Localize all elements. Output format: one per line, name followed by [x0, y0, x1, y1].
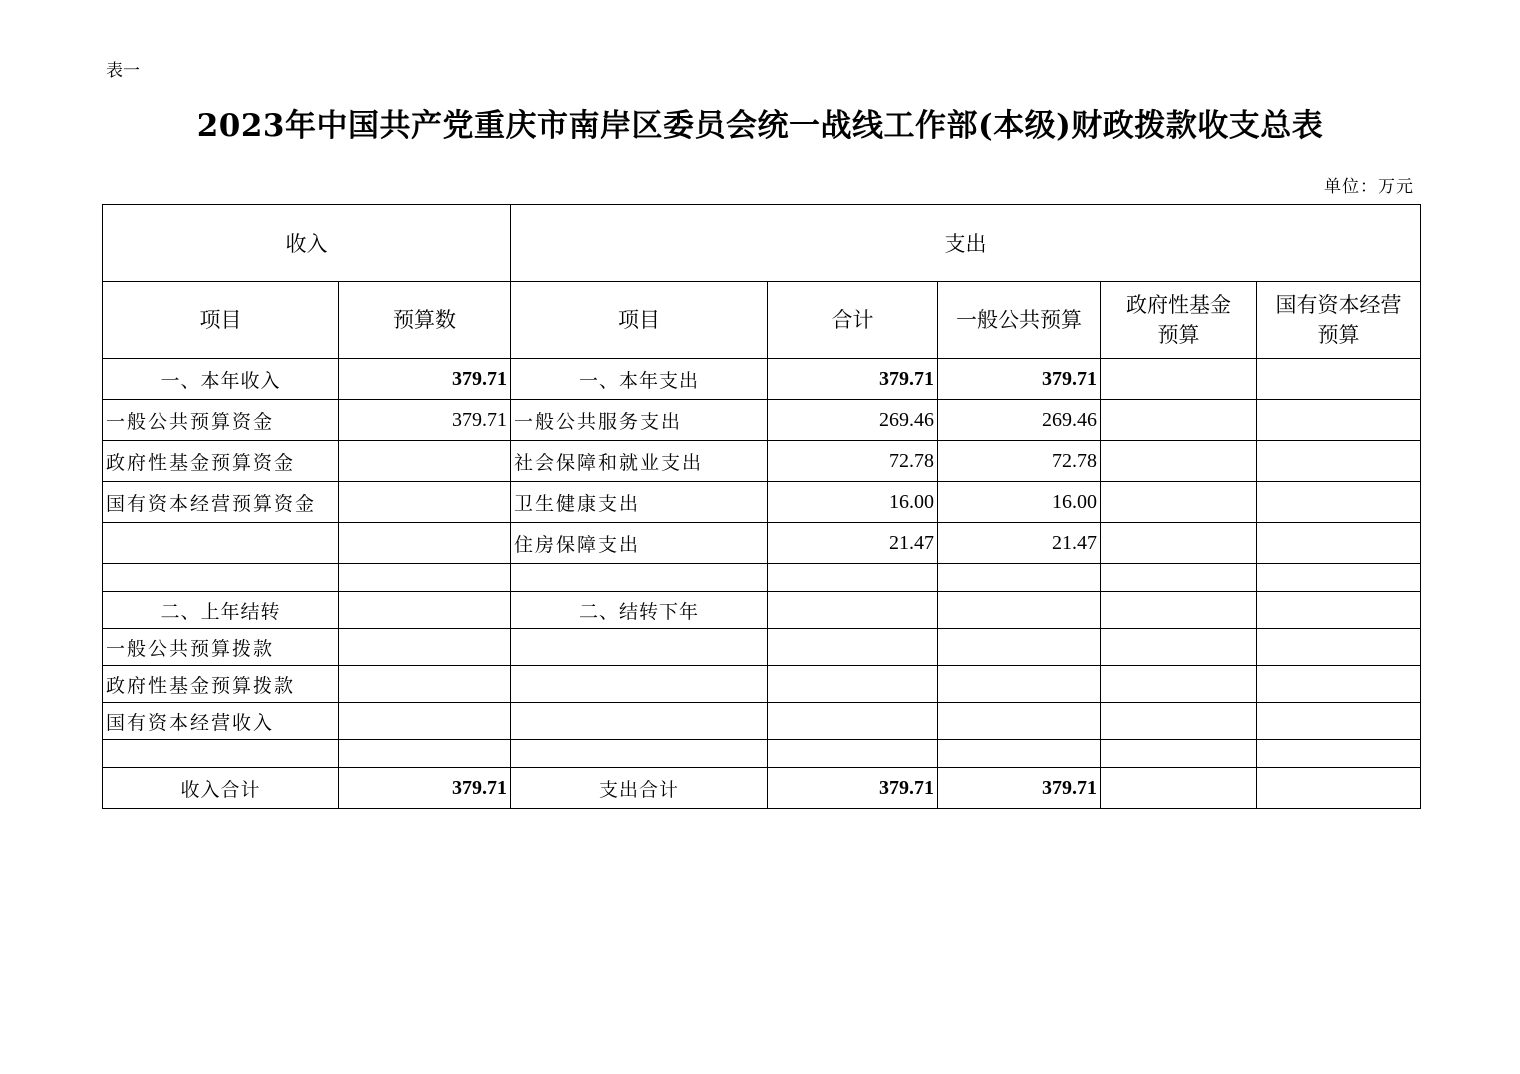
- empty-cell: [768, 666, 938, 703]
- general-public-cell: 269.46: [938, 400, 1101, 441]
- income-amount-cell: [339, 523, 511, 564]
- gov-fund-header-line1: 政府性基金: [1126, 293, 1231, 317]
- state-capital-cell: [1257, 441, 1421, 482]
- table-row: [103, 523, 1421, 564]
- empty-cell: [103, 564, 339, 592]
- empty-cell: [1257, 666, 1421, 703]
- state-capital-cell: [1257, 482, 1421, 523]
- gov-fund-cell: [1101, 523, 1257, 564]
- empty-cell: [511, 703, 768, 740]
- empty-cell: [1257, 564, 1421, 592]
- income-amount-cell: [339, 441, 511, 482]
- empty-cell: [339, 703, 511, 740]
- empty-cell: [1101, 629, 1257, 666]
- income-item-cell: 一般公共预算拨款: [103, 629, 339, 666]
- header-row-2: [103, 282, 1421, 359]
- sheet-label: 表一: [106, 61, 140, 81]
- state-capital-header-line2: 预算: [1317, 323, 1360, 347]
- income-item-cell: [103, 523, 339, 564]
- empty-cell: [339, 564, 511, 592]
- empty-cell: [1101, 703, 1257, 740]
- expense-item-cell: 住房保障支出: [511, 523, 768, 564]
- income-amount-cell: 379.71: [339, 400, 511, 441]
- empty-cell: [1257, 629, 1421, 666]
- total-cell: 72.78: [768, 441, 938, 482]
- income-amount-cell: [339, 482, 511, 523]
- empty-cell: [339, 666, 511, 703]
- gov-fund-cell: [1101, 482, 1257, 523]
- expense-item-cell: 二、结转下年: [511, 592, 768, 629]
- budget-amount-header: 预算数: [339, 282, 511, 359]
- income-total-amount: 379.71: [339, 768, 511, 809]
- gov-fund-cell: [1101, 592, 1257, 629]
- general-public-total: 379.71: [938, 768, 1101, 809]
- empty-cell: [511, 666, 768, 703]
- empty-cell: [768, 740, 938, 768]
- general-public-cell: 16.00: [938, 482, 1101, 523]
- state-capital-cell: [1257, 359, 1421, 400]
- table-row: [103, 400, 1421, 441]
- empty-cell: [938, 629, 1101, 666]
- income-item-cell: 二、上年结转: [103, 592, 339, 629]
- table-row: [103, 666, 1421, 703]
- empty-cell: [938, 703, 1101, 740]
- empty-cell: [1257, 768, 1421, 809]
- state-capital-cell: [1257, 592, 1421, 629]
- income-amount-cell: 379.71: [339, 359, 511, 400]
- income-header: 收入: [103, 205, 511, 282]
- income-item-cell: 政府性基金预算资金: [103, 441, 339, 482]
- table-row: [103, 592, 1421, 629]
- total-row: [103, 768, 1421, 809]
- gov-fund-header-line2: 预算: [1157, 323, 1200, 347]
- table-row-empty: [103, 564, 1421, 592]
- empty-cell: [938, 740, 1101, 768]
- expense-item-cell: 一、本年支出: [511, 359, 768, 400]
- expense-header: 支出: [511, 205, 1421, 282]
- general-public-cell: [938, 592, 1101, 629]
- total-cell: 379.71: [768, 359, 938, 400]
- empty-cell: [768, 703, 938, 740]
- general-public-cell: 72.78: [938, 441, 1101, 482]
- expense-item-cell: 社会保障和就业支出: [511, 441, 768, 482]
- empty-cell: [103, 740, 339, 768]
- table-row: [103, 441, 1421, 482]
- general-public-cell: 379.71: [938, 359, 1101, 400]
- total-cell: [768, 592, 938, 629]
- page-title: 2023年中国共产党重庆市南岸区委员会统一战线工作部(本级)财政拨款收支总表: [196, 108, 1324, 144]
- empty-cell: [339, 629, 511, 666]
- income-item-cell: 国有资本经营预算资金: [103, 482, 339, 523]
- expense-total-label: 支出合计: [511, 768, 768, 809]
- income-item-cell: 一般公共预算资金: [103, 400, 339, 441]
- empty-cell: [511, 740, 768, 768]
- table-row: [103, 359, 1421, 400]
- state-capital-cell: [1257, 523, 1421, 564]
- empty-cell: [768, 564, 938, 592]
- expense-total-amount: 379.71: [768, 768, 938, 809]
- unit-label: 单位：万元: [1324, 177, 1414, 197]
- income-amount-cell: [339, 592, 511, 629]
- empty-cell: [339, 740, 511, 768]
- gov-fund-cell: [1101, 359, 1257, 400]
- empty-cell: [1101, 666, 1257, 703]
- income-item-header: 项目: [103, 282, 339, 359]
- expense-item-cell: 一般公共服务支出: [511, 400, 768, 441]
- table-row: [103, 703, 1421, 740]
- gov-fund-cell: [1101, 441, 1257, 482]
- state-capital-cell: [1257, 400, 1421, 441]
- header-row-1: [103, 205, 1421, 282]
- total-cell: 16.00: [768, 482, 938, 523]
- income-total-label: 收入合计: [103, 768, 339, 809]
- state-capital-header: [1257, 282, 1421, 359]
- empty-cell: [511, 564, 768, 592]
- expense-item-header: 项目: [511, 282, 768, 359]
- gov-fund-cell: [1101, 400, 1257, 441]
- total-header: 合计: [768, 282, 938, 359]
- income-item-cell: 政府性基金预算拨款: [103, 666, 339, 703]
- general-public-cell: 21.47: [938, 523, 1101, 564]
- empty-cell: [938, 666, 1101, 703]
- table-row: [103, 629, 1421, 666]
- state-capital-header-line1: 国有资本经营: [1275, 293, 1402, 317]
- total-cell: 21.47: [768, 523, 938, 564]
- empty-cell: [511, 629, 768, 666]
- empty-cell: [938, 564, 1101, 592]
- table-row: [103, 482, 1421, 523]
- empty-cell: [1257, 740, 1421, 768]
- income-item-cell: 国有资本经营收入: [103, 703, 339, 740]
- empty-cell: [1101, 768, 1257, 809]
- empty-cell: [768, 629, 938, 666]
- general-public-header: 一般公共预算: [938, 282, 1101, 359]
- empty-cell: [1257, 703, 1421, 740]
- total-cell: 269.46: [768, 400, 938, 441]
- table-row-empty: [103, 740, 1421, 768]
- budget-table: [102, 204, 1421, 809]
- expense-item-cell: 卫生健康支出: [511, 482, 768, 523]
- gov-fund-header: [1101, 282, 1257, 359]
- income-item-cell: 一、本年收入: [103, 359, 339, 400]
- empty-cell: [1101, 564, 1257, 592]
- empty-cell: [1101, 740, 1257, 768]
